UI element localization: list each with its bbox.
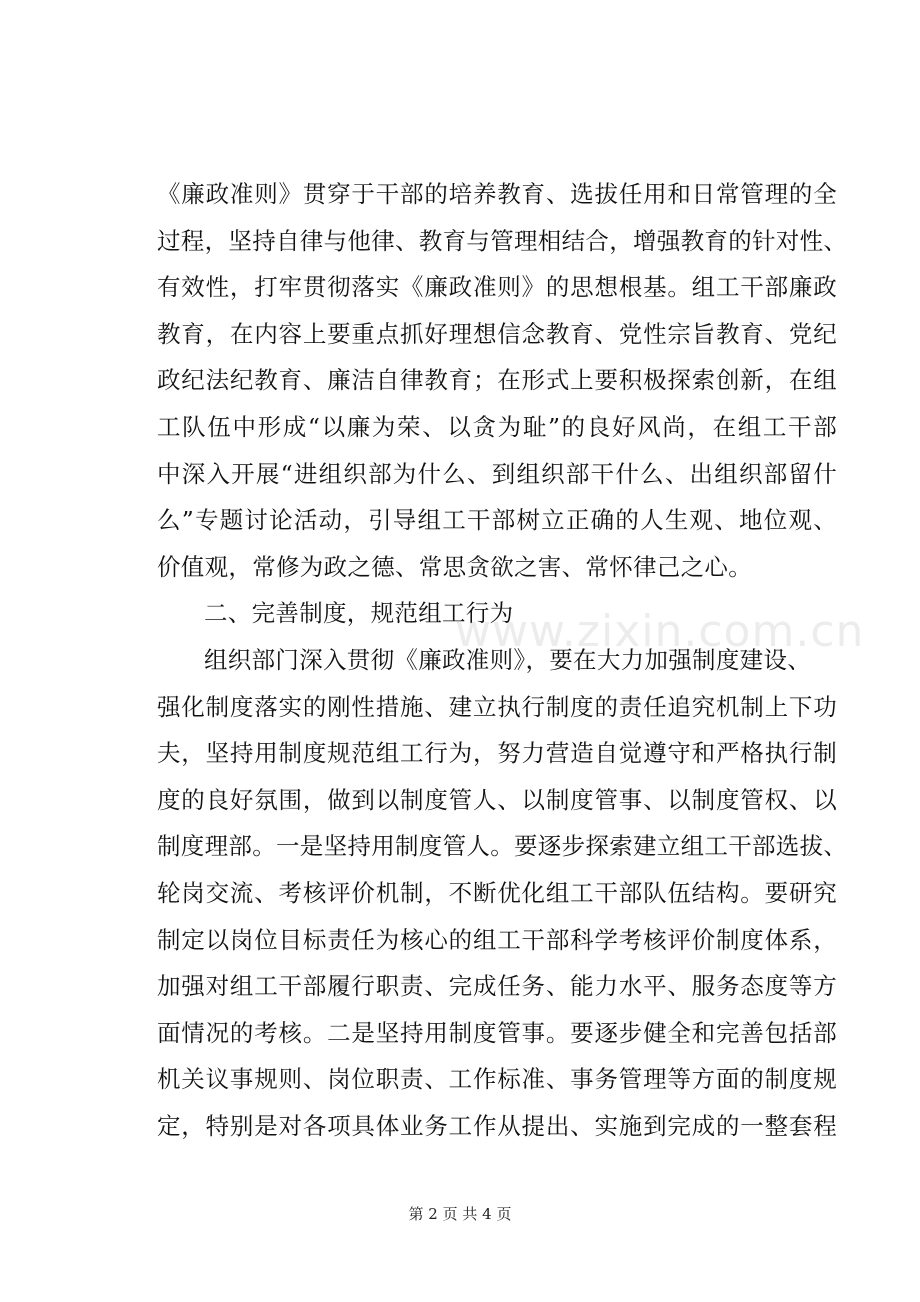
text-line: 制定以岗位目标责任为核心的组工干部科学考核评价制度体系， (157, 925, 837, 954)
text-line: 制度理部。一是坚持用制度管人。要逐步探索建立组工干部选拔、 (157, 832, 848, 861)
text-line: 价值观，常修为政之德、常思贪欲之害、常怀律己之心。 (157, 552, 752, 581)
text-line: 加强对组工干部履行职责、完成任务、能力水平、服务态度等方 (157, 972, 837, 1001)
text-line: 工队伍中形成“以廉为荣、以贪为耻”的良好风尚，在组工干部 (157, 412, 837, 441)
text-line: 轮岗交流、考核评价机制，不断优化组工干部队伍结构。要研究 (157, 878, 837, 907)
watermark: www.zixin.com.cn (455, 606, 865, 657)
text-line: 定，特别是对各项具体业务工作从提出、实施到完成的一整套程 (157, 1111, 837, 1140)
text-line: 机关议事规则、岗位职责、工作标准、事务管理等方面的制度规 (157, 1065, 837, 1094)
text-line: 夫，坚持用制度规范组工行为，努力营造自觉遵守和严格执行制 (157, 739, 837, 768)
page-footer: 第 2 页 共 4 页 (408, 1205, 512, 1223)
text-line: 强化制度落实的刚性措施、建立执行制度的责任追究机制上下功 (157, 692, 837, 721)
text-line: 度的良好氛围，做到以制度管人、以制度管事、以制度管权、以 (157, 785, 837, 814)
text-line: 《廉政准则》贯穿于干部的培养教育、选拔任用和日常管理的全 (157, 180, 837, 208)
text-line: 中深入开展“进组织部为什么、到组织部干什么、出组织部留什 (157, 459, 837, 488)
section-heading: 二、完善制度，规范组工行为 (204, 599, 514, 628)
text-line: 有效性，打牢贯彻落实《廉政准则》的思想根基。组工干部廉政 (157, 273, 837, 302)
text-line: 么”专题讨论活动，引导组工干部树立正确的人生观、地位观、 (157, 506, 837, 535)
text-line: 组织部门深入贯彻《廉政准则》，要在大力加强制度建设、 (204, 645, 812, 674)
body-text (157, 171, 848, 1149)
text-line: 过程，坚持自律与他律、教育与管理相结合，增强教育的针对性、 (157, 226, 848, 255)
text-line: 政纪法纪教育、廉洁自律教育；在形式上要积极探索创新，在组 (157, 366, 837, 395)
text-line: 教育，在内容上要重点抓好理想信念教育、党性宗旨教育、党纪 (157, 319, 837, 348)
text-line: 面情况的考核。二是坚持用制度管事。要逐步健全和完善包括部 (157, 1018, 837, 1047)
